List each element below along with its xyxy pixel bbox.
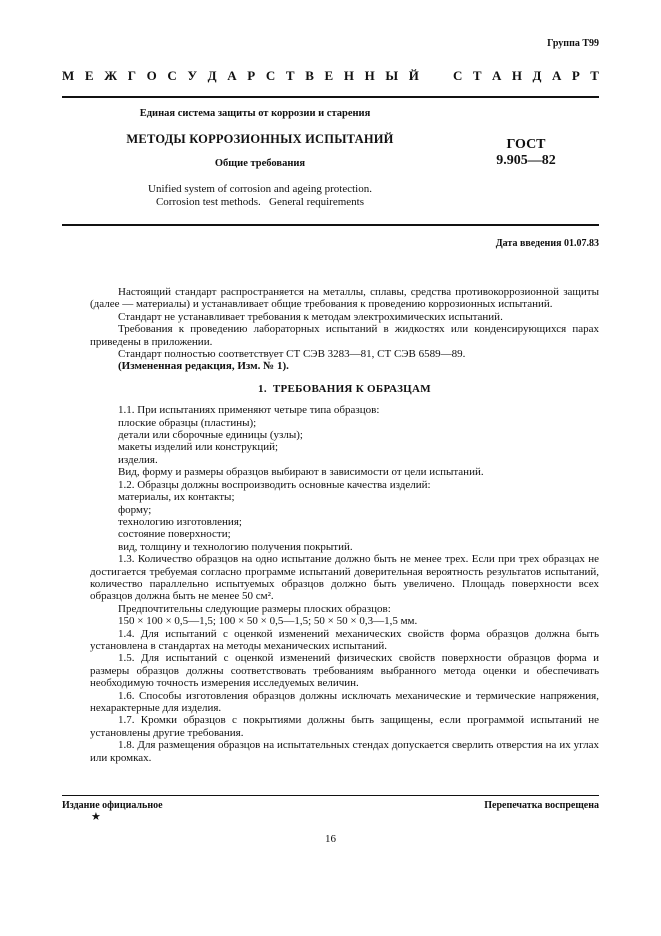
system-title: Единая система защиты от коррозии и старения <box>139 108 371 119</box>
body-paragraph: Предпочтительны следующие размеры плоских образцов: <box>118 602 391 615</box>
banner-letter: Т <box>285 68 295 83</box>
banner-letter: В <box>305 68 314 83</box>
body-paragraph: материалы, их контакты; <box>118 491 235 504</box>
body-paragraph: плоские образцы (пластины); <box>118 416 257 429</box>
banner-letter: Р <box>247 68 256 83</box>
intro-block <box>90 286 599 373</box>
banner-letter: Н <box>511 68 523 83</box>
banner-letter: Ж <box>104 68 118 83</box>
document-title: МЕТОДЫ КОРРОЗИОННЫХ ИСПЫТАНИЙ <box>126 132 394 146</box>
banner-letter: Е <box>324 68 334 83</box>
body-paragraph: Стандарт полностью соответствует СТ СЭВ 3283—81, СТ СЭВ 6589—89. <box>118 348 466 361</box>
body-paragraph: Стандарт не устанавливает требования к методам электрохимических испытаний. <box>118 310 503 323</box>
body-paragraph: изделия. <box>118 453 158 466</box>
english-title-line-1: Unified system of corrosion and ageing protection. <box>148 183 372 195</box>
footer-rule <box>62 795 599 796</box>
body-paragraph: технологию изготовления; <box>118 515 242 528</box>
section-number: 1. <box>258 382 267 395</box>
body-paragraph: 1.1. При испытаниях применяют четыре типа образцов: <box>118 404 380 417</box>
body-paragraph: 1.4. Для испытаний с оценкой изменений механических свойств форма образцов должна быть установлена в стандартах на методы механических испытаний. <box>90 627 599 652</box>
body-paragraph: Требования к проведению лабораторных испытаний в жидкостях или конденсирующихся парах приведены в приложении. <box>90 323 599 348</box>
document-body <box>90 286 599 764</box>
banner-letter: С <box>265 68 276 83</box>
body-paragraph: Настоящий стандарт распространяется на металлы, сплавы, средства противокоррозионной защиты (далее — материалы) и устанавливает общие требования к проведению коррозионных испытаний. <box>90 286 599 311</box>
body-paragraph: 1.2. Образцы должны воспроизводить основные качества изделий: <box>118 478 431 491</box>
document-subtitle: Общие требования <box>214 158 306 169</box>
body-paragraph: 1.3. Количество образцов на одно испытание должно быть не менее трех. Если при трех образцах не достигается требуемая согласно программе испытаний доверительная вероятность результатов испытаний, количество параллельно испытуемых образцов должно быть увеличено. Площадь поверхности всех образцов должна быть не менее 50 см². <box>90 553 599 603</box>
banner-letter: О <box>146 68 157 83</box>
group-code: Группа Т99 <box>547 38 599 49</box>
amendment-note: (Измененная редакция, Изм. № 1). <box>118 360 289 373</box>
body-paragraph: вид, толщину и технологию получения покрытий. <box>118 540 353 553</box>
banner-letter: Н <box>364 68 375 83</box>
section-title: ТРЕБОВАНИЯ К ОБРАЗЦАМ <box>272 382 431 395</box>
banner-letter: Ы <box>385 68 399 83</box>
english-title <box>110 183 410 209</box>
effective-date: Дата введения 01.07.83 <box>495 238 599 249</box>
body-paragraph: Вид, форму и размеры образцов выбирают в зависимости от цели испытаний. <box>118 466 484 479</box>
banner-letter: С <box>453 68 463 83</box>
banner-letter: М <box>62 68 75 83</box>
star-icon: ★ <box>91 811 101 823</box>
banner-letter: Й <box>408 68 419 83</box>
body-paragraph: 1.5. Для испытаний с оценкой изменений физических свойств поверхности образцов форма и размеры образцов должны соответствовать требованиям выбранного метода оценки и обеспечивать необходимую точность измерения исследуемых величин. <box>90 652 599 690</box>
body-paragraph: форму; <box>118 503 152 516</box>
section-body <box>90 404 599 764</box>
gost-number: 9.905—82 <box>496 153 556 168</box>
page-number: 16 <box>325 833 336 845</box>
body-paragraph: состояние поверхности; <box>118 528 231 541</box>
banner-letter: А <box>551 68 562 83</box>
body-paragraph: 1.8. Для размещения образцов на испытательных стендах допускается сверлить отверстия на их углах или кромках. <box>90 739 599 764</box>
banner-letter: Д <box>532 68 542 83</box>
banner-letter: Р <box>571 68 580 83</box>
title-block-rule <box>62 224 599 226</box>
banner-letter: Т <box>472 68 482 83</box>
banner-letter: А <box>492 68 502 83</box>
body-paragraph: детали или сборочные единицы (узлы); <box>118 429 303 442</box>
banner-word-interstate <box>62 68 419 84</box>
body-paragraph: 1.7. Кромки образцов с покрытиями должны быть защищены, если программой испытаний не установлены другие требования. <box>90 714 599 739</box>
banner-letter: Д <box>207 68 217 83</box>
body-paragraph: 150 × 100 × 0,5—1,5; 100 × 50 × 0,5—1,5; 50 × 50 × 0,3—1,5 мм. <box>118 615 418 628</box>
body-paragraph: 1.6. Способы изготовления образцов должны исключать механические и термические напряжения, нехарактерные для изделия. <box>90 689 599 714</box>
banner-letter: У <box>187 68 197 83</box>
banner-letter: Е <box>84 68 94 83</box>
body-paragraph: макеты изделий или конструкций; <box>118 441 279 454</box>
english-title-line-2: Corrosion test methods. General requirements <box>155 196 365 208</box>
banner-letter: С <box>167 68 177 83</box>
banner-letter: Т <box>590 68 599 83</box>
banner-word-standard <box>453 68 599 84</box>
top-rule <box>62 96 599 98</box>
official-edition-label: Издание официальное <box>62 800 163 811</box>
banner-letter: Г <box>127 68 137 83</box>
reprint-prohibited-label: Перепечатка воспрещена <box>484 800 599 811</box>
banner-letter: А <box>227 68 237 83</box>
gost-label: ГОСТ <box>506 137 546 152</box>
banner-letter: Н <box>343 68 354 83</box>
interstate-standard-banner <box>62 68 599 84</box>
gost-designation <box>486 137 566 169</box>
section-heading <box>90 383 599 395</box>
